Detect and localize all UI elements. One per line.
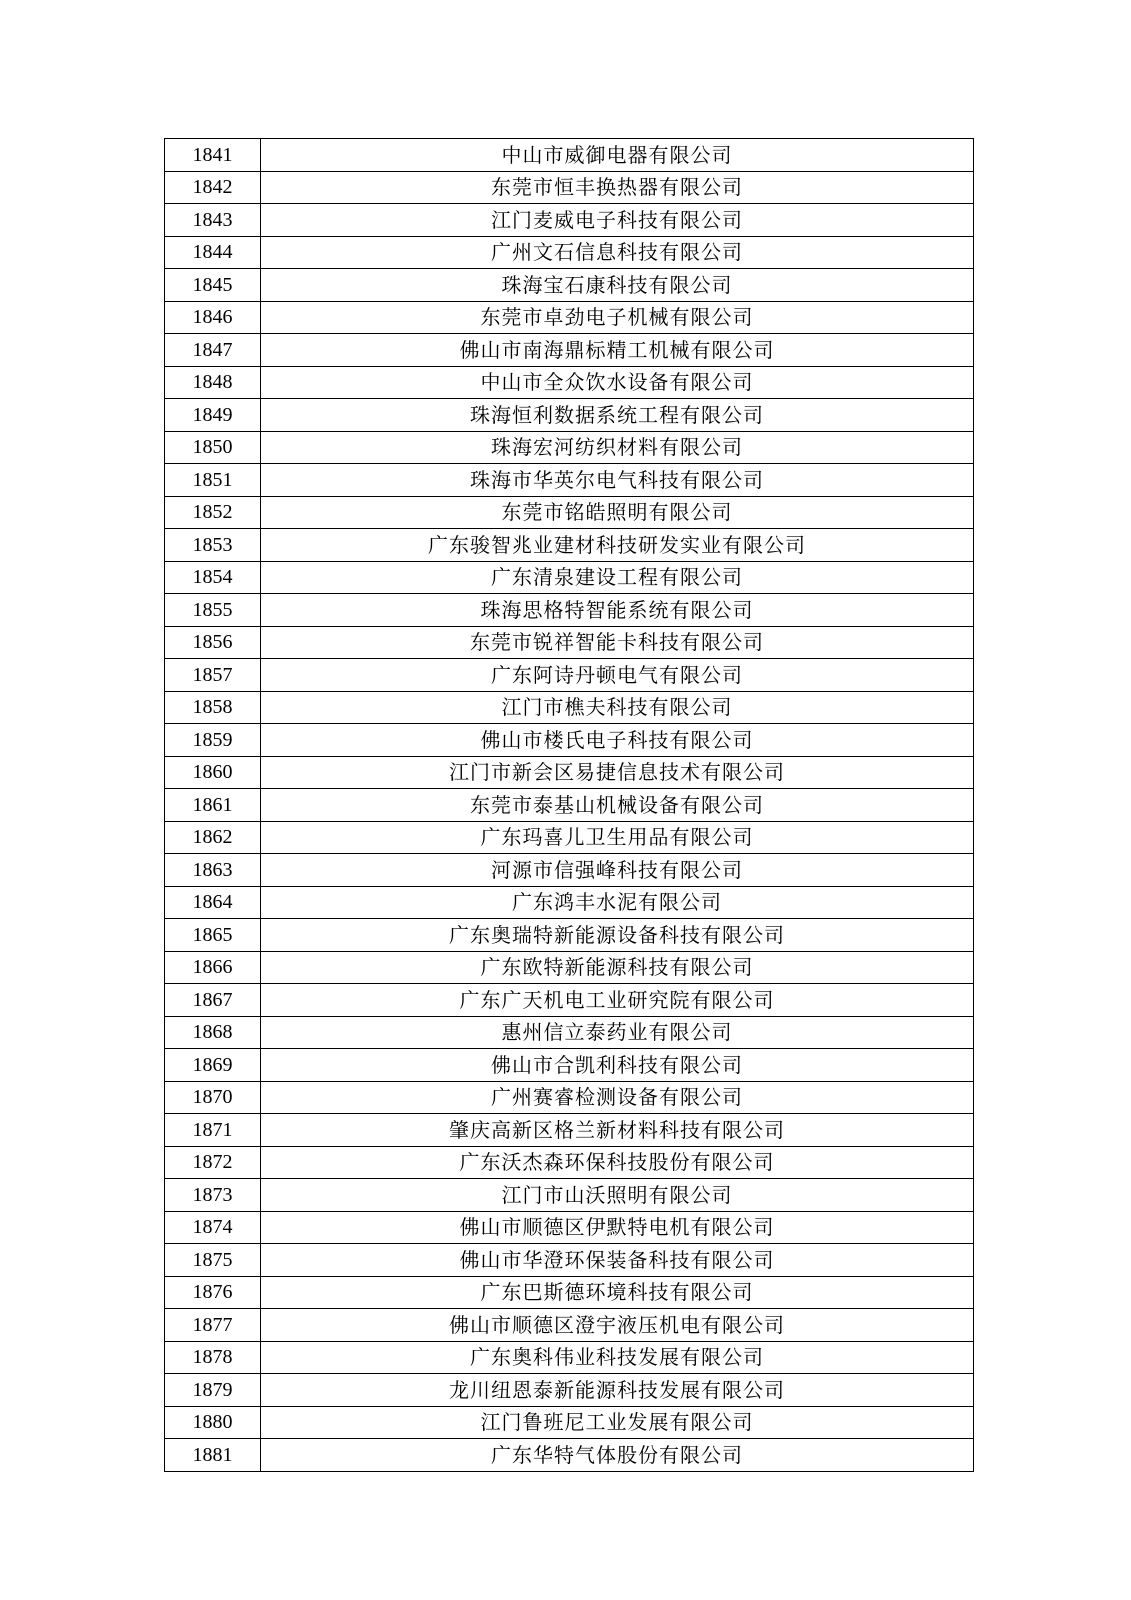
company-name-cell: 龙川纽恩泰新能源科技发展有限公司 [261, 1374, 974, 1407]
table-row [165, 1309, 974, 1342]
table-row [165, 301, 974, 334]
table-row [165, 366, 974, 399]
company-name-cell: 东莞市铭皓照明有限公司 [261, 496, 974, 529]
table-row [165, 464, 974, 497]
company-name-cell: 广州文石信息科技有限公司 [261, 236, 974, 269]
row-number-cell: 1865 [165, 919, 261, 952]
row-number-cell: 1878 [165, 1341, 261, 1374]
company-name-cell: 广东沃杰森环保科技股份有限公司 [261, 1146, 974, 1179]
table-row [165, 334, 974, 367]
row-number-cell: 1854 [165, 561, 261, 594]
row-number-cell: 1877 [165, 1309, 261, 1342]
row-number-cell: 1870 [165, 1081, 261, 1114]
company-name-cell: 珠海恒利数据系统工程有限公司 [261, 399, 974, 432]
company-name-cell: 广东广天机电工业研究院有限公司 [261, 984, 974, 1017]
table-row [165, 984, 974, 1017]
row-number-cell: 1866 [165, 951, 261, 984]
company-name-cell: 广东奥科伟业科技发展有限公司 [261, 1341, 974, 1374]
row-number-cell: 1868 [165, 1016, 261, 1049]
row-number-cell: 1846 [165, 301, 261, 334]
company-name-cell: 广州赛睿检测设备有限公司 [261, 1081, 974, 1114]
table-row [165, 1341, 974, 1374]
table-row [165, 1211, 974, 1244]
row-number-cell: 1863 [165, 854, 261, 887]
row-number-cell: 1875 [165, 1244, 261, 1277]
row-number-cell: 1858 [165, 691, 261, 724]
row-number-cell: 1853 [165, 529, 261, 562]
row-number-cell: 1880 [165, 1406, 261, 1439]
row-number-cell: 1862 [165, 821, 261, 854]
row-number-cell: 1852 [165, 496, 261, 529]
row-number-cell: 1879 [165, 1374, 261, 1407]
table-row [165, 1179, 974, 1212]
row-number-cell: 1864 [165, 886, 261, 919]
table-row [165, 431, 974, 464]
company-name-cell: 中山市威御电器有限公司 [261, 139, 974, 172]
table-row [165, 236, 974, 269]
company-name-cell: 东莞市锐祥智能卡科技有限公司 [261, 626, 974, 659]
row-number-cell: 1851 [165, 464, 261, 497]
table-row [165, 724, 974, 757]
company-name-cell: 佛山市顺德区澄宇液压机电有限公司 [261, 1309, 974, 1342]
table-row [165, 561, 974, 594]
table-row [165, 269, 974, 302]
company-name-cell: 广东欧特新能源科技有限公司 [261, 951, 974, 984]
row-number-cell: 1841 [165, 139, 261, 172]
row-number-cell: 1861 [165, 789, 261, 822]
company-name-cell: 中山市全众饮水设备有限公司 [261, 366, 974, 399]
row-number-cell: 1848 [165, 366, 261, 399]
company-name-cell: 珠海市华英尔电气科技有限公司 [261, 464, 974, 497]
row-number-cell: 1876 [165, 1276, 261, 1309]
row-number-cell: 1869 [165, 1049, 261, 1082]
table-row [165, 756, 974, 789]
table-row [165, 854, 974, 887]
table-row [165, 919, 974, 952]
table-row [165, 1439, 974, 1472]
table-row [165, 886, 974, 919]
table-row [165, 1146, 974, 1179]
company-name-cell: 珠海宝石康科技有限公司 [261, 269, 974, 302]
table-row [165, 1244, 974, 1277]
row-number-cell: 1859 [165, 724, 261, 757]
table-row [165, 626, 974, 659]
company-name-cell: 广东玛喜儿卫生用品有限公司 [261, 821, 974, 854]
row-number-cell: 1847 [165, 334, 261, 367]
table-row [165, 1049, 974, 1082]
company-name-cell: 广东鸿丰水泥有限公司 [261, 886, 974, 919]
company-name-cell: 广东骏智兆业建材科技研发实业有限公司 [261, 529, 974, 562]
row-number-cell: 1867 [165, 984, 261, 1017]
table-row [165, 594, 974, 627]
row-number-cell: 1856 [165, 626, 261, 659]
company-name-cell: 佛山市南海鼎标精工机械有限公司 [261, 334, 974, 367]
row-number-cell: 1881 [165, 1439, 261, 1472]
company-name-cell: 东莞市恒丰换热器有限公司 [261, 171, 974, 204]
table-row [165, 1406, 974, 1439]
company-name-cell: 肇庆高新区格兰新材料科技有限公司 [261, 1114, 974, 1147]
company-list-table [164, 138, 974, 1472]
table-row [165, 139, 974, 172]
row-number-cell: 1843 [165, 204, 261, 237]
company-name-cell: 东莞市卓劲电子机械有限公司 [261, 301, 974, 334]
row-number-cell: 1860 [165, 756, 261, 789]
table-row [165, 529, 974, 562]
table-row [165, 496, 974, 529]
company-name-cell: 佛山市顺德区伊默特电机有限公司 [261, 1211, 974, 1244]
company-name-cell: 江门市樵夫科技有限公司 [261, 691, 974, 724]
company-name-cell: 江门麦威电子科技有限公司 [261, 204, 974, 237]
company-name-cell: 珠海宏河纺织材料有限公司 [261, 431, 974, 464]
row-number-cell: 1849 [165, 399, 261, 432]
company-name-cell: 江门市新会区易捷信息技术有限公司 [261, 756, 974, 789]
company-name-cell: 河源市信强峰科技有限公司 [261, 854, 974, 887]
table-row [165, 171, 974, 204]
row-number-cell: 1857 [165, 659, 261, 692]
table-row [165, 204, 974, 237]
company-name-cell: 佛山市华澄环保装备科技有限公司 [261, 1244, 974, 1277]
company-name-cell: 珠海思格特智能系统有限公司 [261, 594, 974, 627]
company-name-cell: 惠州信立泰药业有限公司 [261, 1016, 974, 1049]
row-number-cell: 1872 [165, 1146, 261, 1179]
row-number-cell: 1844 [165, 236, 261, 269]
table-row [165, 691, 974, 724]
row-number-cell: 1871 [165, 1114, 261, 1147]
row-number-cell: 1842 [165, 171, 261, 204]
table-row [165, 659, 974, 692]
company-name-cell: 广东奥瑞特新能源设备科技有限公司 [261, 919, 974, 952]
table-row [165, 399, 974, 432]
company-name-cell: 佛山市合凯利科技有限公司 [261, 1049, 974, 1082]
row-number-cell: 1845 [165, 269, 261, 302]
company-name-cell: 广东清泉建设工程有限公司 [261, 561, 974, 594]
row-number-cell: 1873 [165, 1179, 261, 1212]
row-number-cell: 1850 [165, 431, 261, 464]
table-body [165, 139, 974, 1472]
company-name-cell: 江门市山沃照明有限公司 [261, 1179, 974, 1212]
row-number-cell: 1855 [165, 594, 261, 627]
table-row [165, 1114, 974, 1147]
table-row [165, 1374, 974, 1407]
company-name-cell: 广东巴斯德环境科技有限公司 [261, 1276, 974, 1309]
company-name-cell: 佛山市楼氏电子科技有限公司 [261, 724, 974, 757]
company-name-cell: 广东阿诗丹顿电气有限公司 [261, 659, 974, 692]
table-row [165, 951, 974, 984]
table-row [165, 1016, 974, 1049]
row-number-cell: 1874 [165, 1211, 261, 1244]
table-row [165, 789, 974, 822]
company-name-cell: 江门鲁班尼工业发展有限公司 [261, 1406, 974, 1439]
table-row [165, 821, 974, 854]
table-row [165, 1081, 974, 1114]
company-name-cell: 东莞市泰基山机械设备有限公司 [261, 789, 974, 822]
company-name-cell: 广东华特气体股份有限公司 [261, 1439, 974, 1472]
table-row [165, 1276, 974, 1309]
